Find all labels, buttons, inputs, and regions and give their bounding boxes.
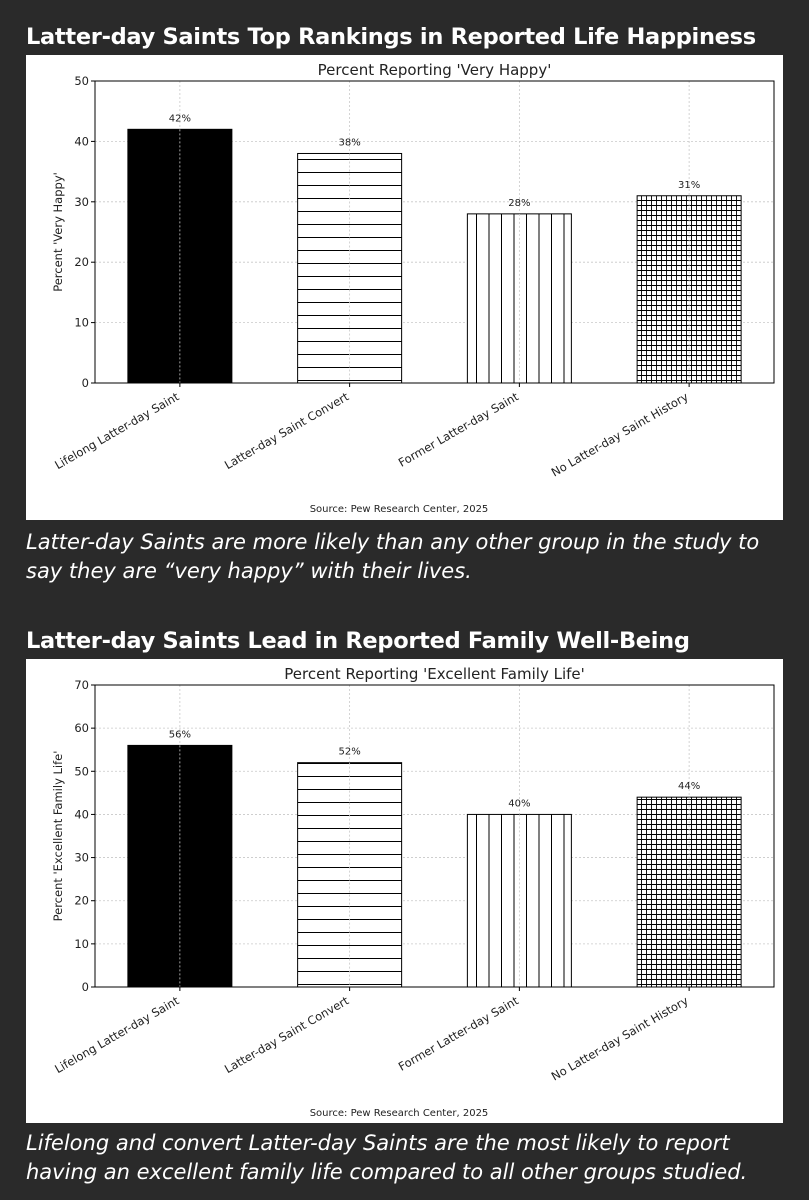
y-tick-label: 40 (74, 807, 89, 822)
data-label-no-history: 31% (678, 179, 701, 191)
x-tick-label-lifelong: Lifelong Latter-day Saint (52, 389, 182, 473)
chart-2-panel (26, 659, 783, 1123)
x-tick-label-convert: Latter-day Saint Convert (222, 389, 352, 473)
y-tick-label: 50 (74, 74, 89, 88)
y-tick-label: 10 (74, 936, 89, 951)
data-label-former: 40% (508, 798, 531, 810)
y-tick-label: 20 (74, 893, 89, 908)
chart-title: Percent Reporting 'Very Happy' (317, 61, 552, 79)
x-tick-label-no-history: No Latter-day Saint History (548, 993, 691, 1084)
y-tick-label: 70 (74, 678, 89, 692)
y-axis-label: Percent 'Excellent Family Life' (51, 750, 65, 922)
chart-2-svg (26, 659, 783, 1123)
data-label-former: 28% (508, 197, 531, 209)
x-tick-label-convert: Latter-day Saint Convert (222, 993, 352, 1077)
x-tick-label-no-history: No Latter-day Saint History (548, 389, 691, 480)
x-tick-label-former: Former Latter-day Saint (395, 993, 521, 1074)
x-tick-label-lifelong: Lifelong Latter-day Saint (52, 993, 182, 1077)
data-label-lifelong: 56% (168, 729, 191, 741)
bar-convert (298, 153, 402, 383)
y-tick-label: 40 (74, 134, 89, 149)
y-tick-label: 60 (74, 721, 89, 736)
y-tick-label: 30 (74, 194, 89, 209)
y-axis-label: Percent 'Very Happy' (51, 172, 65, 292)
chart-1-svg (26, 55, 783, 520)
data-label-lifelong: 42% (168, 113, 191, 125)
chart-1-panel (26, 55, 783, 520)
data-label-no-history: 44% (678, 781, 701, 793)
source-note: Source: Pew Research Center, 2025 (309, 504, 489, 515)
y-tick-label: 20 (74, 255, 89, 270)
y-tick-label: 0 (81, 376, 89, 390)
y-tick-label: 50 (74, 764, 89, 779)
data-label-convert: 38% (338, 137, 361, 149)
bar-lifelong (128, 129, 232, 383)
x-tick-label-former: Former Latter-day Saint (395, 389, 521, 470)
data-label-convert: 52% (338, 746, 361, 758)
chart-2-heading: Latter-day Saints Lead in Reported Family Well-Being (26, 628, 690, 654)
chart-1-caption: Latter-day Saints are more likely than any other group in the study to say they are “very happy” with their lives. (26, 530, 760, 583)
y-tick-label: 30 (74, 850, 89, 865)
chart-title: Percent Reporting 'Excellent Family Life' (284, 665, 585, 683)
chart-2-caption: Lifelong and convert Latter-day Saints are the most likely to report having an excellent family life compared to all other groups studied. (26, 1131, 748, 1184)
source-note: Source: Pew Research Center, 2025 (309, 1108, 489, 1119)
y-tick-label: 0 (81, 980, 89, 994)
chart-1-heading: Latter-day Saints Top Rankings in Reported Life Happiness (26, 24, 756, 50)
y-tick-label: 10 (74, 315, 89, 330)
